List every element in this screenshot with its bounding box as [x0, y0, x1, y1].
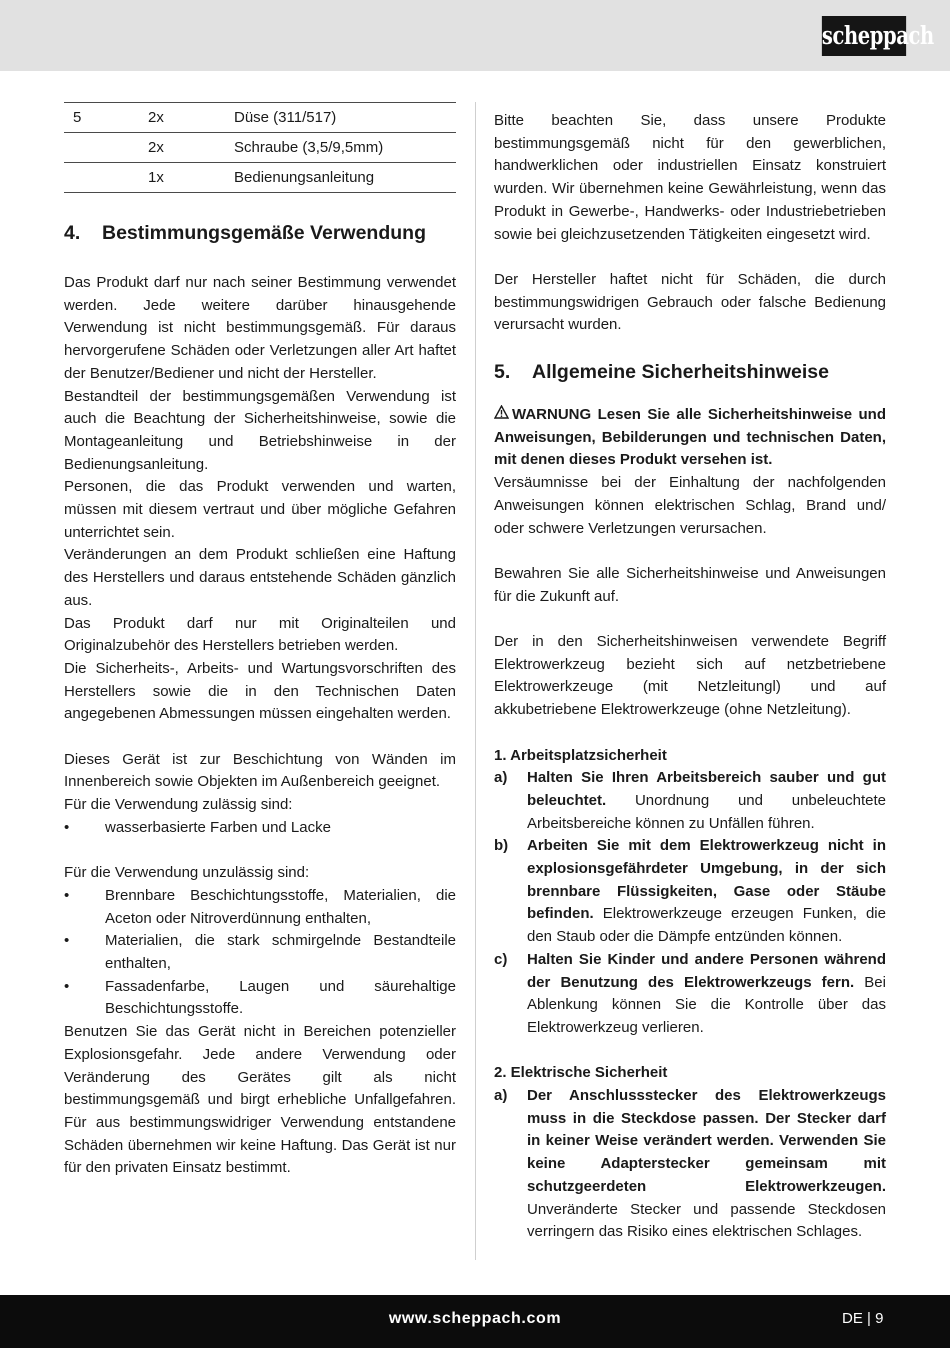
section-5-title: Allgemeine Sicherheitshinweise — [532, 361, 829, 384]
electrical-heading: 2. Elektrische Sicherheit — [494, 1064, 668, 1082]
paragraph: Personen, die das Produkt verwenden und warten, müssen mit diesem vertraut und über mögliche Gefahren unterrichtet sein. — [64, 478, 456, 541]
paragraph: Das Produkt darf nur nach seiner Bestimmung verwendet werden. Jede weitere darüber hinausgehende Verwendung ist nicht bestimmungsgemäß. Für daraus hervorgerufene Schäden oder Verletzungen aller Art haftet der Benutzer/Bediener und nicht der Hersteller. — [64, 274, 456, 382]
paragraph: Das Produkt darf nur mit Originalteilen und Originalzubehör des Herstellers betrieben werden. — [64, 614, 456, 655]
table-cell-name: Bedienungsanleitung — [234, 169, 375, 186]
table-cell-qty: 2x — [148, 139, 164, 156]
table-row — [64, 103, 456, 133]
column-divider — [475, 102, 476, 1260]
right-column — [494, 110, 886, 1244]
list-item: b) Arbeiten Sie mit dem Elektrowerkzeug nicht in explosionsgefährdeter Umgebung, in der sich brennbare Flüssigkeiten, Gase oder Stäube befinden. Elektrowerkzeuge erzeugen Funken, die den Staub oder die Dämpfe entzünden können. — [494, 837, 886, 946]
list-item: • Fassadenfarbe, Laugen und säurehaltige Beschichtungsstoffe. — [64, 977, 456, 1018]
table-cell-name: Düse (311/517) — [234, 109, 337, 126]
left-column — [64, 102, 456, 1180]
workplace-heading: 1. Arbeitsplatzsicherheit — [494, 746, 667, 764]
warning-triangle-icon — [494, 404, 512, 427]
section-4-number: 4. — [64, 222, 81, 244]
header-band — [0, 0, 950, 71]
table-cell-qty: 1x — [148, 169, 164, 186]
brand-logo: scheppach — [822, 16, 906, 56]
section-4-heading — [64, 221, 456, 245]
usage-intro: Dieses Gerät ist zur Beschichtung von Wänden im Innenbereich sowie Objekten im Außenbereich geeignet. — [64, 750, 456, 791]
list-item: • Brennbare Beschichtungsstoffe, Materialien, die Aceton oder Nitroverdünnung enthalten, — [64, 886, 456, 927]
table-row — [64, 133, 456, 163]
parts-table — [64, 102, 456, 193]
list-item: a) Halten Sie Ihren Arbeitsbereich sauber und gut beleuchtet. Unordnung und unbeleuchtete Arbeitsbereiche können zu Unfällen führen. — [494, 769, 886, 832]
table-cell-pos — [64, 133, 148, 163]
table-cell-name: Schraube (3,5/9,5mm) — [234, 139, 384, 156]
paragraph: Bitte beachten Sie, dass unsere Produkte bestimmungsgemäß nicht für den gewerblichen, handwerklichen oder industriellen Einsatz konstruiert wurden. Wir übernehmen keine Gewährleistung, wenn das Produkt in Gewerbe-, Handwerks- oder Industriebetrieben sowie bei gleichzusetzenden Tätigkeiten eingesetzt wird. — [494, 112, 886, 243]
allowed-label: Für die Verwendung zulässig sind: — [64, 796, 293, 814]
warning-text: Versäumnisse bei der Einhaltung der nachfolgenden Anweisungen können elektrischen Schlag, Brand und/ oder schwere Verletzungen verursachen. — [494, 474, 886, 537]
paragraph: Die Sicherheits-, Arbeits- und Wartungsvorschriften des Herstellers sowie die in den Technischen Daten angegebenen Abmessungen müssen eingehalten werden. — [64, 659, 456, 723]
definition-paragraph: Der in den Sicherheitshinweisen verwendete Begriff Elektrowerkzeug bezieht sich auf netzbetriebene Elektrowerkzeuge (mit Netzleitungl) und auf akkubetriebene Elektrowerkzeuge (ohne Netzleitung). — [494, 633, 886, 719]
page-number: DE | 9 — [842, 1310, 884, 1327]
list-item: • wasserbasierte Farben und Lacke — [64, 818, 331, 836]
allowed-list — [64, 817, 456, 840]
footer-bar — [0, 1295, 950, 1348]
closing-paragraph: Benutzen Sie das Gerät nicht in Bereichen potenzieller Explosionsgefahr. Jede andere Verwendung oder Veränderung des Gerätes gilt als nicht bestimmungsgemäß und birgt erhebliche Unfallgefahren. Für aus bestimmungswidriger Verwendung entstandene Schäden übernehmen wir keine Haftung. Das Gerät ist nur für den privaten Einsatz bestimmt. — [64, 1023, 456, 1177]
section-4-body — [64, 272, 456, 1180]
table-row — [64, 163, 456, 193]
paragraph: Der Hersteller haftet nicht für Schäden, die durch bestimmungswidrigen Gebrauch oder falsche Bedienung verursacht wurden. — [494, 270, 886, 334]
forbidden-list — [64, 885, 456, 1021]
list-item: c) Halten Sie Kinder und andere Personen während der Benutzung des Elektrowerkzeugs fern. Bei Ablenkung können Sie die Kontrolle über das Elektrowerkzeug verlieren. — [494, 950, 886, 1036]
footer-url: www.scheppach.com — [388, 1310, 562, 1327]
list-item: a) Der Anschlussstecker des Elektrowerkzeugs muss in die Steckdose passen. Der Stecker darf in keiner Weise verändert werden. Verwenden Sie keine Adapterstecker gemeinsam mit schutzgeerdeten Elektrowerkzeugen. Unveränderte Stecker und passende Steckdosen verringern das Risiko eines elektrischen Schlages. — [494, 1087, 886, 1241]
table-cell-pos — [64, 163, 148, 193]
paragraph: Bestandteil der bestimmungsgemäßen Verwendung ist auch die Beachtung der Sicherheitshinweise, sowie die Montageanleitung und Betriebshinweise in der Bedienungsanleitung. — [64, 387, 456, 473]
section-5-heading — [494, 360, 886, 384]
table-cell-pos: 5 — [73, 109, 82, 126]
paragraph: Veränderungen an dem Produkt schließen eine Haftung des Herstellers und daraus entstehende Schäden gänzlich aus. — [64, 546, 456, 609]
section-5-number: 5. — [494, 361, 511, 384]
section-4-title: Bestimmungsgemäße Verwendung — [102, 222, 426, 244]
keep-instructions: Bewahren Sie alle Sicherheitshinweise und Anweisungen für die Zukunft auf. — [494, 564, 886, 605]
list-item: • Materialien, die stark schmirgelnde Bestandteile enthalten, — [64, 932, 456, 973]
warning-bold: WARNUNG Lesen Sie alle Sicherheitshinweise und Anweisungen, Bebilderungen und technischen Daten, mit denen dieses Produkt versehen ist. — [494, 406, 886, 469]
forbidden-label: Für die Verwendung unzulässig sind: — [64, 864, 310, 882]
warning-paragraph — [494, 404, 886, 472]
table-cell-qty: 2x — [148, 109, 164, 126]
